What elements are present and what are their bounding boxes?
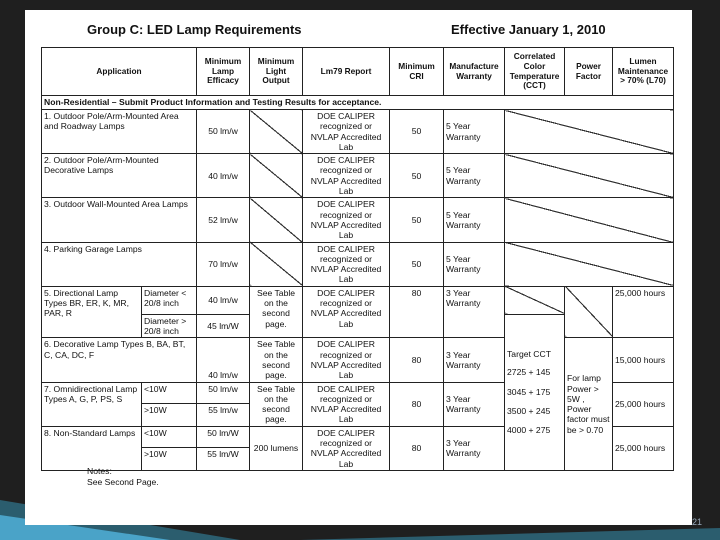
na-slash: [250, 242, 303, 286]
na-slash: [565, 286, 613, 338]
col-light-output: Minimum Light Output: [250, 48, 303, 96]
table-row: [42, 338, 674, 382]
efficacy-cell: 50 lm/w: [197, 382, 250, 404]
requirements-table: [41, 47, 674, 471]
col-application: Application: [42, 48, 197, 96]
efficacy-cell: 70 lm/w: [197, 242, 250, 286]
cri-cell: 80: [390, 286, 444, 338]
notes: [87, 466, 159, 488]
efficacy-cell: 40 lm/w: [197, 338, 250, 382]
accent-wedge-right: [300, 528, 720, 540]
lumen-cell: 25,000 hours: [613, 286, 674, 338]
cri-cell: 50: [390, 242, 444, 286]
app-cell: 8. Non-Standard Lamps: [42, 426, 142, 470]
warranty-cell: 5 Year Warranty: [444, 110, 505, 154]
na-slash: [250, 198, 303, 242]
section-label: Non-Residential – Submit Product Information and Testing Results for acceptance.: [42, 96, 674, 110]
sub-condition: <10W: [142, 426, 197, 448]
light-output-cell: See Table on the second page.: [250, 286, 303, 338]
table-row: [42, 110, 674, 154]
cri-cell: 80: [390, 382, 444, 426]
lab-cell: DOE CALIPER recognized or NVLAP Accredited Lab: [303, 382, 390, 426]
lab-cell: DOE CALIPER recognized or NVLAP Accredited Lab: [303, 286, 390, 338]
efficacy-cell: 40 lm/w: [197, 154, 250, 198]
lab-cell: DOE CALIPER recognized or NVLAP Accredited Lab: [303, 426, 390, 470]
efficacy-cell: 45 lm/W: [197, 314, 250, 338]
header-row: [42, 48, 674, 96]
light-output-cell: See Table on the second page.: [250, 338, 303, 382]
col-efficacy: Minimum Lamp Efficacy: [197, 48, 250, 96]
na-slash: [505, 154, 674, 198]
page-number: 21: [692, 517, 703, 527]
col-cri: Minimum CRI: [390, 48, 444, 96]
lab-cell: DOE CALIPER recognized or NVLAP Accredited Lab: [303, 110, 390, 154]
app-cell: 3. Outdoor Wall-Mounted Area Lamps: [42, 198, 197, 242]
efficacy-cell: 55 lm/w: [197, 404, 250, 427]
efficacy-cell: 50 lm/W: [197, 426, 250, 448]
sub-condition: Diameter < 20/8 inch: [142, 286, 197, 314]
efficacy-cell: 50 lm/w: [197, 110, 250, 154]
effective-date: Effective January 1, 2010: [451, 22, 606, 37]
notes-title: Notes:: [87, 466, 112, 476]
lab-cell: DOE CALIPER recognized or NVLAP Accredited Lab: [303, 198, 390, 242]
power-factor-cell: For lamp Power > 5W , Power factor must be > 0.70: [565, 338, 613, 471]
app-cell: 6. Decorative Lamp Types B, BA, BT, C, CA, DC, F: [42, 338, 197, 382]
app-cell: 7. Omnidirectional Lamp Types A, G, P, PS, S: [42, 382, 142, 426]
cri-cell: 80: [390, 426, 444, 470]
warranty-cell: 5 Year Warranty: [444, 198, 505, 242]
lab-cell: DOE CALIPER recognized or NVLAP Accredited Lab: [303, 338, 390, 382]
lumen-cell: 15,000 hours: [613, 338, 674, 382]
warranty-cell: 5 Year Warranty: [444, 154, 505, 198]
cct-value: 4000 + 275: [507, 425, 551, 436]
na-slash: [250, 110, 303, 154]
warranty-cell: 3 Year Warranty: [444, 338, 505, 382]
warranty-cell: 3 Year Warranty: [444, 382, 505, 426]
app-cell: 4. Parking Garage Lamps: [42, 242, 197, 286]
na-slash: [505, 286, 565, 314]
na-slash: [505, 242, 674, 286]
table-row: [42, 198, 674, 242]
app-cell: 2. Outdoor Pole/Arm-Mounted Decorative Lamps: [42, 154, 197, 198]
warranty-cell: 3 Year Warranty: [444, 286, 505, 338]
page-title: Group C: LED Lamp Requirements: [87, 22, 302, 37]
col-cct: Correlated Color Temperature (CCT): [505, 48, 565, 96]
cri-cell: 80: [390, 338, 444, 382]
sub-condition: Diameter > 20/8 inch: [142, 314, 197, 338]
cct-value: 3045 + 175: [507, 386, 551, 397]
cct-value: 2725 + 145: [507, 367, 551, 378]
cri-cell: 50: [390, 198, 444, 242]
document-page: [25, 10, 692, 525]
notes-text: See Second Page.: [87, 477, 159, 487]
col-lm79: Lm79 Report: [303, 48, 390, 96]
lumen-cell: 25,000 hours: [613, 382, 674, 426]
lab-cell: DOE CALIPER recognized or NVLAP Accredited Lab: [303, 154, 390, 198]
warranty-cell: 3 Year Warranty: [444, 426, 505, 470]
na-slash: [505, 198, 674, 242]
efficacy-cell: 40 lm/w: [197, 286, 250, 314]
table-row: [42, 286, 674, 314]
na-slash: [250, 154, 303, 198]
app-cell: 1. Outdoor Pole/Arm-Mounted Area and Roadway Lamps: [42, 110, 197, 154]
table-row: [42, 154, 674, 198]
cri-cell: 50: [390, 110, 444, 154]
cct-cell: [505, 314, 565, 470]
light-output-cell: 200 lumens: [250, 426, 303, 470]
col-power-factor: Power Factor: [565, 48, 613, 96]
table-row: [42, 242, 674, 286]
lumen-cell: 25,000 hours: [613, 426, 674, 470]
app-cell: 5. Directional Lamp Types BR, ER, K, MR, PAR, R: [42, 286, 142, 338]
sub-condition: >10W: [142, 404, 197, 427]
na-slash: [505, 110, 674, 154]
cct-label: Target CCT: [507, 349, 551, 360]
efficacy-cell: 55 lm/W: [197, 448, 250, 471]
cri-cell: 50: [390, 154, 444, 198]
section-row: [42, 96, 674, 110]
sub-condition: >10W: [142, 448, 197, 471]
sub-condition: <10W: [142, 382, 197, 404]
col-lumen-maintenance: Lumen Maintenance > 70% (L70): [613, 48, 674, 96]
warranty-cell: 5 Year Warranty: [444, 242, 505, 286]
col-warranty: Manufacture Warranty: [444, 48, 505, 96]
efficacy-cell: 52 lm/w: [197, 198, 250, 242]
cct-value: 3500 + 245: [507, 405, 551, 416]
light-output-cell: See Table on the second page.: [250, 382, 303, 426]
lab-cell: DOE CALIPER recognized or NVLAP Accredited Lab: [303, 242, 390, 286]
